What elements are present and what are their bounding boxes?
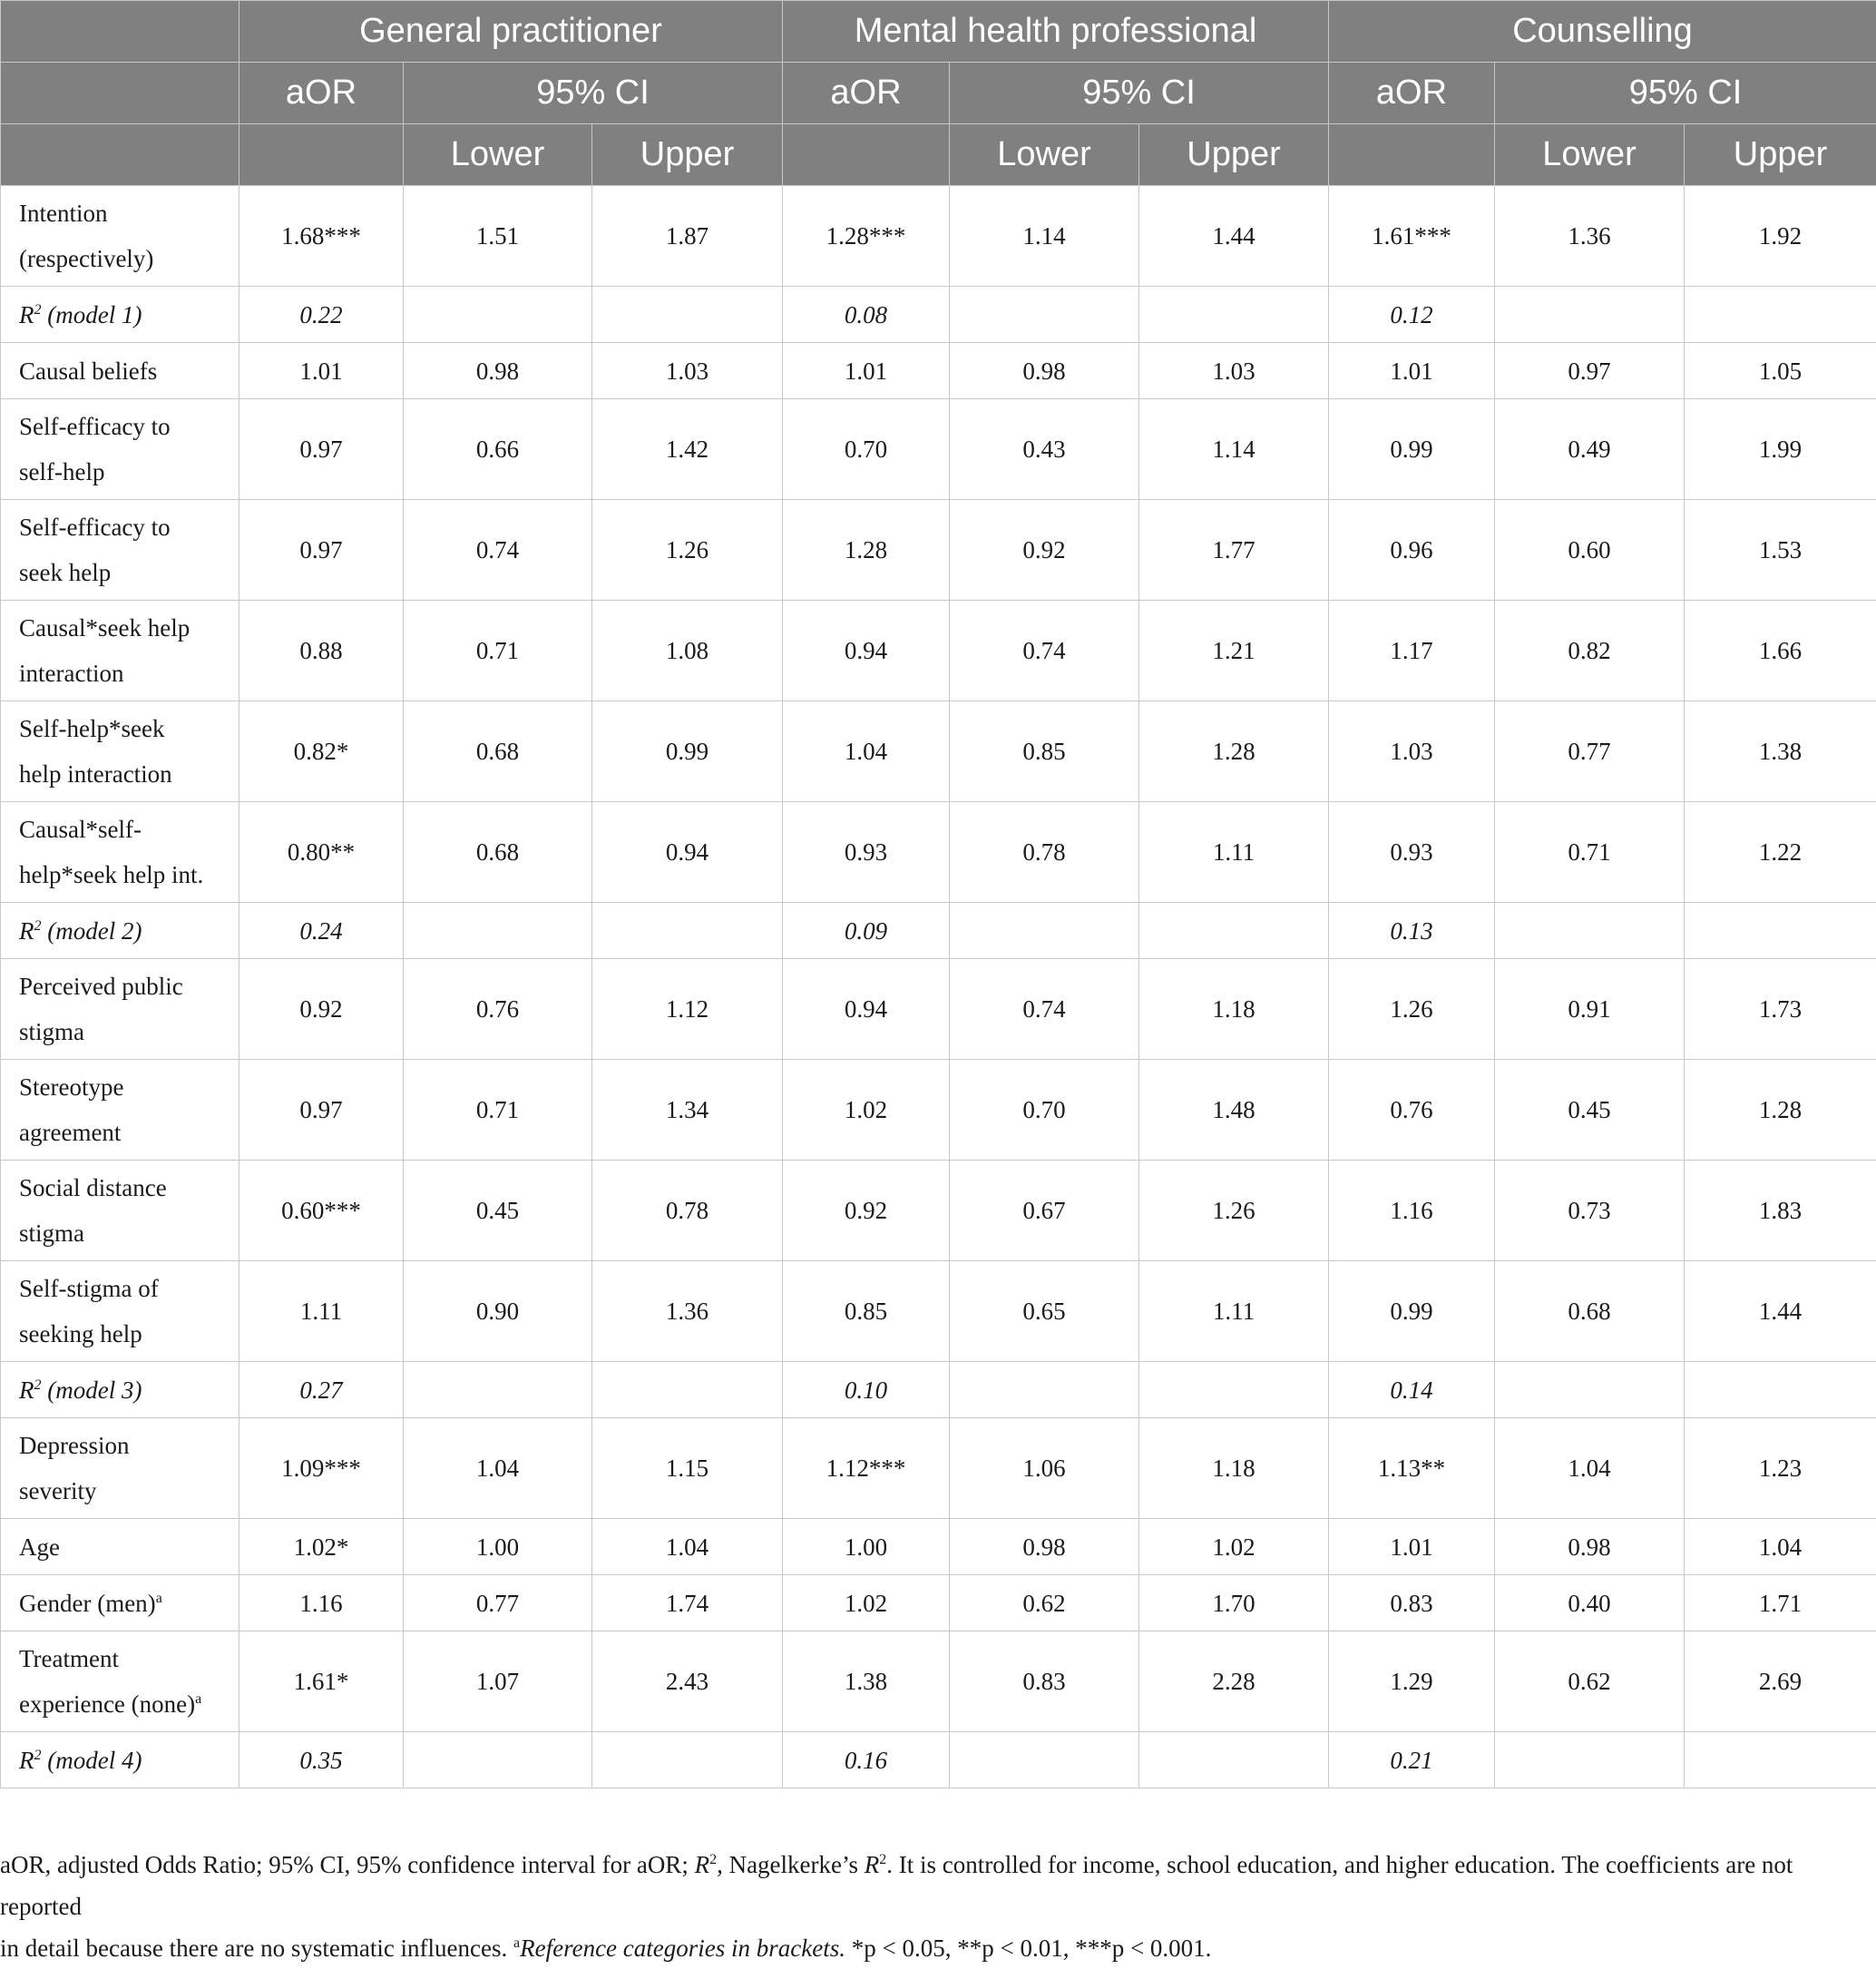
cell-ci-lower: 1.06 bbox=[950, 1418, 1139, 1519]
cell-ci-lower bbox=[950, 1732, 1139, 1788]
cell-ci-lower: 1.51 bbox=[404, 186, 592, 287]
cell-ci-upper bbox=[592, 1362, 783, 1418]
cell-aor: 1.28*** bbox=[783, 186, 950, 287]
header-corner-3 bbox=[1, 124, 239, 186]
table-row bbox=[1, 701, 1876, 802]
footnote-line-1: aOR, adjusted Odds Ratio; 95% CI, 95% confidence interval for aOR; $R^2$, Nagelkerke’s $R^2$. It is controlled for income, school education, and higher education. The coefficients are not reported bbox=[0, 1844, 1876, 1927]
cell-aor: 1.13** bbox=[1329, 1418, 1495, 1519]
cell-ci-lower: 1.07 bbox=[404, 1631, 592, 1732]
footnote-detail: in detail because there are no systematic influences. bbox=[0, 1935, 513, 1962]
cell-ci-lower: 0.65 bbox=[950, 1261, 1139, 1362]
cell-ci-upper: 1.28 bbox=[1139, 701, 1329, 802]
cell-aor: 0.99 bbox=[1329, 1261, 1495, 1362]
header-ci: 95% CI bbox=[1495, 63, 1876, 124]
cell-ci-upper: 1.87 bbox=[592, 186, 783, 287]
cell-ci-lower: 0.92 bbox=[950, 500, 1139, 601]
cell-aor: 0.13 bbox=[1329, 903, 1495, 959]
cell-ci-upper bbox=[592, 903, 783, 959]
cell-ci-lower: 0.91 bbox=[1495, 959, 1685, 1060]
row-label bbox=[1, 1261, 239, 1362]
cell-ci-lower bbox=[950, 903, 1139, 959]
cell-ci-lower: 0.45 bbox=[404, 1161, 592, 1261]
cell-ci-upper: 1.04 bbox=[592, 1519, 783, 1575]
r2-row bbox=[1, 1362, 1876, 1418]
cell-ci-lower bbox=[950, 1362, 1139, 1418]
cell-ci-lower bbox=[1495, 903, 1685, 959]
cell-ci-lower: 0.49 bbox=[1495, 399, 1685, 500]
r2-row bbox=[1, 287, 1876, 343]
table-row bbox=[1, 601, 1876, 701]
cell-ci-upper: 1.53 bbox=[1685, 500, 1876, 601]
table-row bbox=[1, 1575, 1876, 1631]
table-row bbox=[1, 500, 1876, 601]
cell-ci-upper: 1.77 bbox=[1139, 500, 1329, 601]
cell-ci-upper: 1.74 bbox=[592, 1575, 783, 1631]
table-row bbox=[1, 186, 1876, 287]
row-label bbox=[1, 343, 239, 399]
cell-ci-upper: 2.43 bbox=[592, 1631, 783, 1732]
header-aor: aOR bbox=[783, 63, 950, 124]
row-label-line: help*seek help int. bbox=[19, 852, 230, 897]
cell-aor: 0.92 bbox=[239, 959, 404, 1060]
row-label: $R^2$ (model 1) bbox=[1, 287, 239, 343]
cell-ci-upper: 0.78 bbox=[592, 1161, 783, 1261]
cell-aor: 1.02 bbox=[783, 1575, 950, 1631]
cell-ci-lower: 0.43 bbox=[950, 399, 1139, 500]
footnote-reference: Reference categories in brackets. bbox=[520, 1935, 845, 1962]
cell-aor: 0.80** bbox=[239, 802, 404, 903]
cell-ci-lower: 0.77 bbox=[1495, 701, 1685, 802]
cell-ci-upper: 1.03 bbox=[592, 343, 783, 399]
row-label: $R^2$ (model 4) bbox=[1, 1732, 239, 1788]
cell-ci-lower: 0.74 bbox=[950, 601, 1139, 701]
table-row bbox=[1, 343, 1876, 399]
footnote-abbrev: aOR, adjusted Odds Ratio; 95% CI, 95% confidence interval for aOR; bbox=[0, 1851, 695, 1878]
cell-aor: 1.00 bbox=[783, 1519, 950, 1575]
header-ci: 95% CI bbox=[950, 63, 1329, 124]
cell-ci-lower: 0.83 bbox=[950, 1631, 1139, 1732]
cell-ci-upper: 1.28 bbox=[1685, 1060, 1876, 1161]
cell-ci-upper: 1.70 bbox=[1139, 1575, 1329, 1631]
cell-ci-lower: 0.74 bbox=[950, 959, 1139, 1060]
row-label-line: Gender (men)$^a$ bbox=[19, 1581, 230, 1626]
cell-ci-upper: 1.38 bbox=[1685, 701, 1876, 802]
header-aor: aOR bbox=[239, 63, 404, 124]
row-label-line: agreement bbox=[19, 1110, 230, 1155]
row-label-line: Self-stigma of bbox=[19, 1266, 230, 1311]
cell-aor: 1.02* bbox=[239, 1519, 404, 1575]
cell-ci-upper: 1.83 bbox=[1685, 1161, 1876, 1261]
footnote-controls: . It is controlled for income, school education, and higher education. The coefficients are not reported bbox=[0, 1851, 1793, 1920]
cell-ci-lower: 0.76 bbox=[404, 959, 592, 1060]
row-label-line: self-help bbox=[19, 449, 230, 495]
table-row bbox=[1, 1060, 1876, 1161]
row-label bbox=[1, 500, 239, 601]
cell-aor: 1.12*** bbox=[783, 1418, 950, 1519]
table-row bbox=[1, 399, 1876, 500]
cell-ci-lower: 0.90 bbox=[404, 1261, 592, 1362]
cell-ci-lower: 0.74 bbox=[404, 500, 592, 601]
row-label bbox=[1, 1418, 239, 1519]
row-label-line: Self-help*seek bbox=[19, 706, 230, 751]
cell-ci-upper bbox=[1685, 1732, 1876, 1788]
row-label: $R^2$ (model 3) bbox=[1, 1362, 239, 1418]
cell-ci-upper bbox=[1139, 1362, 1329, 1418]
cell-ci-lower: 0.98 bbox=[404, 343, 592, 399]
cell-ci-upper: 1.36 bbox=[592, 1261, 783, 1362]
row-label bbox=[1, 1519, 239, 1575]
row-label-line: Causal beliefs bbox=[19, 348, 230, 394]
row-label bbox=[1, 601, 239, 701]
cell-aor: 0.99 bbox=[1329, 399, 1495, 500]
cell-aor: 0.82* bbox=[239, 701, 404, 802]
row-label-line: seeking help bbox=[19, 1311, 230, 1357]
cell-ci-upper bbox=[1139, 1732, 1329, 1788]
cell-ci-lower: 0.82 bbox=[1495, 601, 1685, 701]
cell-aor: 1.68*** bbox=[239, 186, 404, 287]
cell-ci-upper: 1.71 bbox=[1685, 1575, 1876, 1631]
row-label-line: Causal*seek help bbox=[19, 605, 230, 651]
cell-aor: 0.14 bbox=[1329, 1362, 1495, 1418]
cell-ci-lower: 0.68 bbox=[404, 701, 592, 802]
cell-ci-upper: 1.73 bbox=[1685, 959, 1876, 1060]
cell-ci-lower: 0.67 bbox=[950, 1161, 1139, 1261]
row-label-line: seek help bbox=[19, 550, 230, 595]
table-body bbox=[1, 186, 1876, 1788]
cell-aor: 1.09*** bbox=[239, 1418, 404, 1519]
cell-aor: 0.22 bbox=[239, 287, 404, 343]
table-row bbox=[1, 1161, 1876, 1261]
row-label-line: Self-efficacy to bbox=[19, 404, 230, 449]
r2-row bbox=[1, 903, 1876, 959]
cell-ci-upper: 1.18 bbox=[1139, 1418, 1329, 1519]
cell-ci-upper: 1.03 bbox=[1139, 343, 1329, 399]
cell-ci-lower bbox=[404, 1362, 592, 1418]
cell-ci-lower: 0.62 bbox=[950, 1575, 1139, 1631]
row-label bbox=[1, 1631, 239, 1732]
cell-ci-upper: 1.26 bbox=[592, 500, 783, 601]
cell-aor: 0.96 bbox=[1329, 500, 1495, 601]
row-label-line: Perceived public bbox=[19, 964, 230, 1009]
cell-ci-lower: 0.77 bbox=[404, 1575, 592, 1631]
cell-ci-lower bbox=[1495, 287, 1685, 343]
header-upper: Upper bbox=[1685, 124, 1876, 186]
cell-ci-upper: 1.44 bbox=[1685, 1261, 1876, 1362]
cell-ci-upper: 1.48 bbox=[1139, 1060, 1329, 1161]
cell-ci-lower bbox=[404, 1732, 592, 1788]
cell-ci-upper: 2.69 bbox=[1685, 1631, 1876, 1732]
cell-ci-upper: 1.42 bbox=[592, 399, 783, 500]
row-label-line: experience (none)$^a$ bbox=[19, 1681, 230, 1727]
header-upper: Upper bbox=[1139, 124, 1329, 186]
header-blank bbox=[783, 124, 950, 186]
header-lower: Lower bbox=[1495, 124, 1685, 186]
cell-ci-upper: 1.18 bbox=[1139, 959, 1329, 1060]
cell-ci-upper: 1.23 bbox=[1685, 1418, 1876, 1519]
cell-aor: 0.93 bbox=[783, 802, 950, 903]
cell-aor: 0.76 bbox=[1329, 1060, 1495, 1161]
cell-ci-lower: 0.71 bbox=[404, 1060, 592, 1161]
cell-ci-upper: 1.02 bbox=[1139, 1519, 1329, 1575]
cell-aor: 1.11 bbox=[239, 1261, 404, 1362]
cell-aor: 0.60*** bbox=[239, 1161, 404, 1261]
cell-aor: 1.29 bbox=[1329, 1631, 1495, 1732]
cell-ci-lower bbox=[404, 287, 592, 343]
cell-ci-lower: 0.78 bbox=[950, 802, 1139, 903]
header-aor: aOR bbox=[1329, 63, 1495, 124]
cell-aor: 0.70 bbox=[783, 399, 950, 500]
cell-ci-lower: 0.62 bbox=[1495, 1631, 1685, 1732]
row-label bbox=[1, 186, 239, 287]
table-row bbox=[1, 1631, 1876, 1732]
table-row bbox=[1, 802, 1876, 903]
footnote-r-symbol-2: R bbox=[865, 1851, 880, 1878]
cell-aor: 1.17 bbox=[1329, 601, 1495, 701]
cell-ci-lower bbox=[1495, 1732, 1685, 1788]
row-label bbox=[1, 802, 239, 903]
cell-aor: 1.01 bbox=[239, 343, 404, 399]
cell-aor: 0.27 bbox=[239, 1362, 404, 1418]
table-footnote bbox=[0, 1844, 1876, 1969]
row-label-line: Social distance bbox=[19, 1165, 230, 1210]
row-label bbox=[1, 399, 239, 500]
cell-ci-upper: 1.34 bbox=[592, 1060, 783, 1161]
cell-ci-lower: 1.14 bbox=[950, 186, 1139, 287]
cell-aor: 0.09 bbox=[783, 903, 950, 959]
cell-ci-lower: 0.68 bbox=[1495, 1261, 1685, 1362]
cell-aor: 0.83 bbox=[1329, 1575, 1495, 1631]
cell-ci-upper: 1.12 bbox=[592, 959, 783, 1060]
row-label: $R^2$ (model 2) bbox=[1, 903, 239, 959]
cell-ci-lower: 0.85 bbox=[950, 701, 1139, 802]
header-group-gp: General practitioner bbox=[239, 1, 783, 63]
cell-ci-upper: 1.99 bbox=[1685, 399, 1876, 500]
cell-ci-upper bbox=[592, 1732, 783, 1788]
header-blank bbox=[1329, 124, 1495, 186]
cell-ci-lower: 0.71 bbox=[404, 601, 592, 701]
cell-ci-lower: 0.71 bbox=[1495, 802, 1685, 903]
cell-ci-lower: 1.04 bbox=[404, 1418, 592, 1519]
row-label bbox=[1, 959, 239, 1060]
cell-aor: 0.93 bbox=[1329, 802, 1495, 903]
cell-ci-upper bbox=[1139, 287, 1329, 343]
table-row bbox=[1, 1261, 1876, 1362]
cell-ci-upper: 0.94 bbox=[592, 802, 783, 903]
cell-aor: 0.16 bbox=[783, 1732, 950, 1788]
r2-row bbox=[1, 1732, 1876, 1788]
cell-ci-lower: 0.66 bbox=[404, 399, 592, 500]
cell-aor: 0.10 bbox=[783, 1362, 950, 1418]
cell-aor: 1.03 bbox=[1329, 701, 1495, 802]
cell-ci-upper bbox=[1139, 903, 1329, 959]
row-label-line: Treatment bbox=[19, 1636, 230, 1681]
header-blank bbox=[239, 124, 404, 186]
cell-aor: 1.01 bbox=[1329, 1519, 1495, 1575]
row-label bbox=[1, 1060, 239, 1161]
cell-aor: 0.12 bbox=[1329, 287, 1495, 343]
cell-aor: 1.04 bbox=[783, 701, 950, 802]
header-ci: 95% CI bbox=[404, 63, 783, 124]
cell-ci-upper bbox=[1685, 903, 1876, 959]
row-label-line: interaction bbox=[19, 651, 230, 696]
header-row-bounds bbox=[1, 124, 1876, 186]
cell-ci-upper: 1.11 bbox=[1139, 802, 1329, 903]
header-corner-2 bbox=[1, 63, 239, 124]
cell-aor: 0.92 bbox=[783, 1161, 950, 1261]
cell-ci-lower bbox=[404, 903, 592, 959]
footnote-r-symbol: R bbox=[695, 1851, 710, 1878]
header-upper: Upper bbox=[592, 124, 783, 186]
cell-ci-lower: 0.73 bbox=[1495, 1161, 1685, 1261]
header-lower: Lower bbox=[404, 124, 592, 186]
cell-ci-lower bbox=[950, 287, 1139, 343]
cell-ci-lower: 0.70 bbox=[950, 1060, 1139, 1161]
row-label bbox=[1, 1161, 239, 1261]
cell-aor: 0.88 bbox=[239, 601, 404, 701]
cell-aor: 1.02 bbox=[783, 1060, 950, 1161]
cell-aor: 1.01 bbox=[783, 343, 950, 399]
row-label-line: Intention bbox=[19, 191, 230, 236]
row-label-line: stigma bbox=[19, 1210, 230, 1256]
cell-ci-lower: 1.04 bbox=[1495, 1418, 1685, 1519]
cell-ci-upper bbox=[1685, 287, 1876, 343]
cell-ci-upper: 0.99 bbox=[592, 701, 783, 802]
cell-ci-lower: 1.36 bbox=[1495, 186, 1685, 287]
row-label-line: Stereotype bbox=[19, 1064, 230, 1110]
row-label-line: (respectively) bbox=[19, 236, 230, 281]
cell-ci-upper: 1.14 bbox=[1139, 399, 1329, 500]
cell-aor: 0.08 bbox=[783, 287, 950, 343]
cell-ci-lower: 0.97 bbox=[1495, 343, 1685, 399]
cell-aor: 0.21 bbox=[1329, 1732, 1495, 1788]
cell-aor: 1.16 bbox=[1329, 1161, 1495, 1261]
cell-ci-lower: 0.98 bbox=[1495, 1519, 1685, 1575]
footnote-line-2: in detail because there are no systematic influences. $^a$Reference categories in brackets. *p < 0.05, **p < 0.01, ***p < 0.001. bbox=[0, 1927, 1876, 1969]
cell-ci-upper: 1.11 bbox=[1139, 1261, 1329, 1362]
row-label-line: stigma bbox=[19, 1009, 230, 1054]
cell-ci-upper: 1.05 bbox=[1685, 343, 1876, 399]
cell-ci-upper bbox=[1685, 1362, 1876, 1418]
cell-aor: 0.97 bbox=[239, 1060, 404, 1161]
row-label-line: Causal*self- bbox=[19, 807, 230, 852]
cell-ci-lower: 0.68 bbox=[404, 802, 592, 903]
table-row bbox=[1, 959, 1876, 1060]
cell-ci-upper: 1.26 bbox=[1139, 1161, 1329, 1261]
cell-ci-upper: 2.28 bbox=[1139, 1631, 1329, 1732]
header-row-measures bbox=[1, 63, 1876, 124]
cell-aor: 0.94 bbox=[783, 959, 950, 1060]
cell-aor: 1.61*** bbox=[1329, 186, 1495, 287]
header-corner bbox=[1, 1, 239, 63]
cell-ci-lower: 0.45 bbox=[1495, 1060, 1685, 1161]
cell-ci-lower: 0.40 bbox=[1495, 1575, 1685, 1631]
cell-aor: 1.28 bbox=[783, 500, 950, 601]
cell-aor: 1.16 bbox=[239, 1575, 404, 1631]
cell-aor: 1.26 bbox=[1329, 959, 1495, 1060]
row-label bbox=[1, 1575, 239, 1631]
cell-aor: 0.85 bbox=[783, 1261, 950, 1362]
row-label-line: Age bbox=[19, 1524, 230, 1570]
cell-ci-upper: 1.08 bbox=[592, 601, 783, 701]
footnote-nagelkerke: , Nagelkerke’s bbox=[717, 1851, 865, 1878]
cell-ci-upper: 1.44 bbox=[1139, 186, 1329, 287]
cell-ci-upper: 1.04 bbox=[1685, 1519, 1876, 1575]
header-lower: Lower bbox=[950, 124, 1139, 186]
row-label-line: help interaction bbox=[19, 751, 230, 797]
cell-ci-lower bbox=[1495, 1362, 1685, 1418]
cell-ci-lower: 0.98 bbox=[950, 1519, 1139, 1575]
cell-aor: 1.01 bbox=[1329, 343, 1495, 399]
header-row-groups bbox=[1, 1, 1876, 63]
cell-aor: 0.97 bbox=[239, 500, 404, 601]
cell-ci-upper: 1.21 bbox=[1139, 601, 1329, 701]
cell-ci-lower: 0.98 bbox=[950, 343, 1139, 399]
cell-ci-upper: 1.22 bbox=[1685, 802, 1876, 903]
cell-aor: 0.97 bbox=[239, 399, 404, 500]
cell-ci-lower: 1.00 bbox=[404, 1519, 592, 1575]
cell-ci-upper: 1.66 bbox=[1685, 601, 1876, 701]
header-group-mhp: Mental health professional bbox=[783, 1, 1329, 63]
header-group-counselling: Counselling bbox=[1329, 1, 1876, 63]
cell-aor: 0.94 bbox=[783, 601, 950, 701]
cell-aor: 0.35 bbox=[239, 1732, 404, 1788]
table-row bbox=[1, 1418, 1876, 1519]
cell-aor: 0.24 bbox=[239, 903, 404, 959]
footnote-significance: *p < 0.05, **p < 0.01, ***p < 0.001. bbox=[845, 1935, 1211, 1962]
cell-aor: 1.38 bbox=[783, 1631, 950, 1732]
cell-ci-lower: 0.60 bbox=[1495, 500, 1685, 601]
cell-ci-upper: 1.15 bbox=[592, 1418, 783, 1519]
row-label-line: Self-efficacy to bbox=[19, 504, 230, 550]
row-label-line: Depression bbox=[19, 1423, 230, 1468]
cell-ci-upper bbox=[592, 287, 783, 343]
cell-aor: 1.61* bbox=[239, 1631, 404, 1732]
table-row bbox=[1, 1519, 1876, 1575]
cell-ci-upper: 1.92 bbox=[1685, 186, 1876, 287]
row-label bbox=[1, 701, 239, 802]
row-label-line: severity bbox=[19, 1468, 230, 1513]
